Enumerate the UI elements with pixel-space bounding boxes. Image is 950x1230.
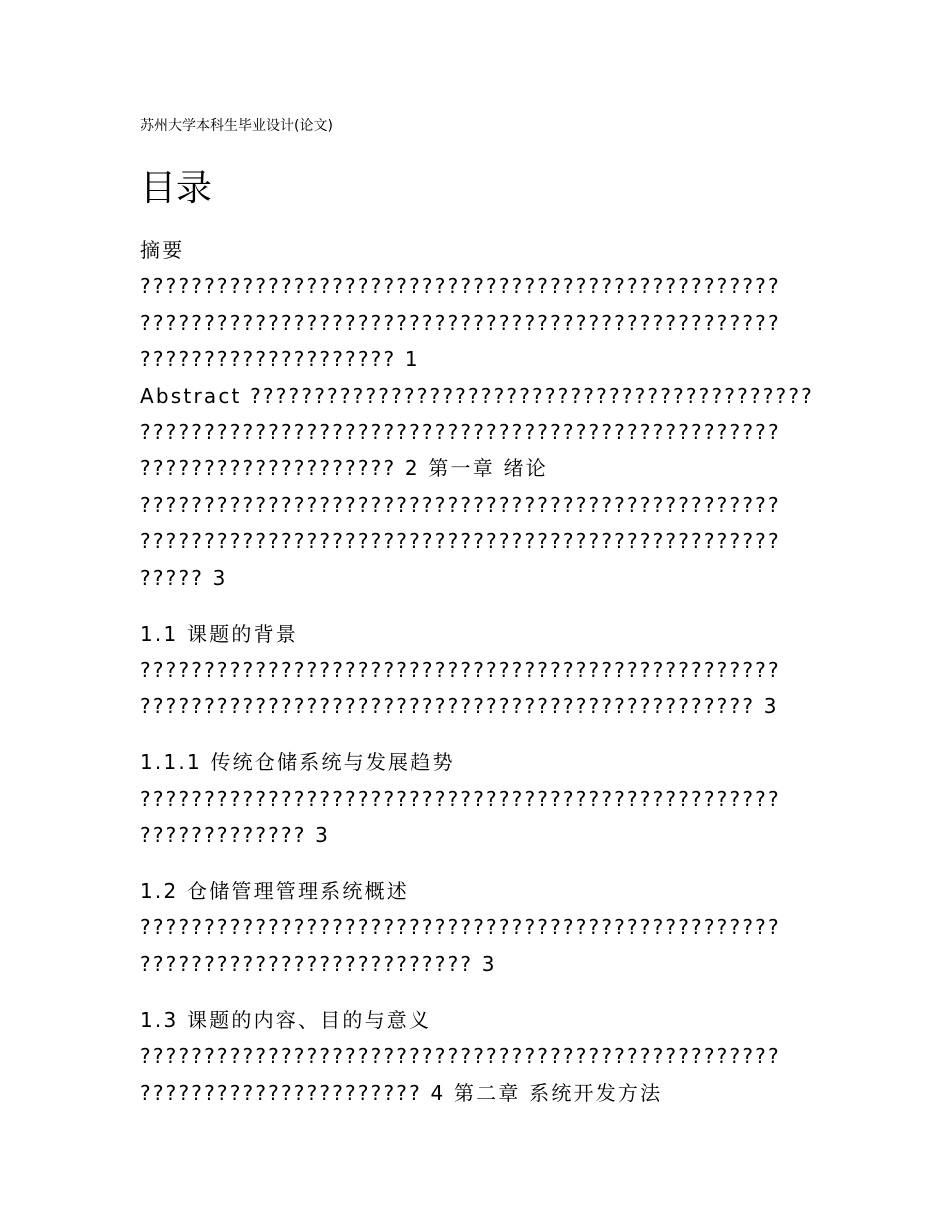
toc-entry-1-1-1 <box>140 744 820 853</box>
toc-entry-heading: 1.1 课题的背景 <box>140 621 298 646</box>
running-header: 苏州大学本科生毕业设计(论文) <box>140 118 333 134</box>
toc-entry-leader: ?????????????????????????????????????????????????? <box>140 657 781 682</box>
toc-entry-heading: 1.3 课题的内容、目的与意义 <box>140 1007 432 1032</box>
toc-entry-heading: 摘要 <box>140 238 185 262</box>
toc-entry-leader-page: ????????????? 3 <box>140 823 331 848</box>
toc-entry-leader-page: ????? 3 <box>140 565 228 590</box>
entry-spacer <box>140 982 820 1002</box>
entry-spacer <box>140 596 820 616</box>
toc-entry-1-1 <box>140 616 820 725</box>
toc-entry-leader: ?????????????????????????????????????????????????? <box>140 786 781 811</box>
toc-entry-heading: 1.1.1 传统仓储系统与发展趋势 <box>140 750 455 775</box>
toc-entry-leader: ?????????????????????????????????????????????????? <box>140 915 781 940</box>
table-of-contents <box>140 232 820 1111</box>
toc-entry-leader-page: ?????????????????????????? 3 <box>140 951 497 976</box>
toc-entry-1-2 <box>140 873 820 982</box>
entry-spacer <box>140 725 820 745</box>
toc-entry-leader: ?????????????????????????????????????????????????? <box>140 310 781 335</box>
toc-entry-abstract-cn <box>140 232 820 378</box>
entry-spacer <box>140 853 820 873</box>
toc-entry-leader-page: ???????????????????? 1 <box>140 347 420 372</box>
toc-entry-abstract-en <box>140 378 820 596</box>
toc-entry-leader-page: ???????????????????????????????????????????????? 3 <box>140 694 779 719</box>
toc-entry-1-3 <box>140 1002 820 1111</box>
toc-entry-leader: ?????????????????????????????????????????????????? <box>140 529 781 554</box>
toc-entry-heading: 1.2 仓储管理管理系统概述 <box>140 879 409 904</box>
toc-entry-heading: Abstract ???????????????????????????????????????????? <box>140 383 814 408</box>
toc-entry-leader: ?????????????????????????????????????????????????? <box>140 274 781 299</box>
toc-entry-leader-page: ???????????????????? 2 第一章 绪论 <box>140 456 548 481</box>
toc-title: 目录 <box>140 168 213 209</box>
toc-entry-leader-page: ?????????????????????? 4 第二章 系统开发方法 <box>140 1080 663 1105</box>
toc-entry-leader: ?????????????????????????????????????????????????? <box>140 419 781 444</box>
toc-entry-leader: ?????????????????????????????????????????????????? <box>140 492 781 517</box>
toc-entry-leader: ?????????????????????????????????????????????????? <box>140 1044 781 1069</box>
